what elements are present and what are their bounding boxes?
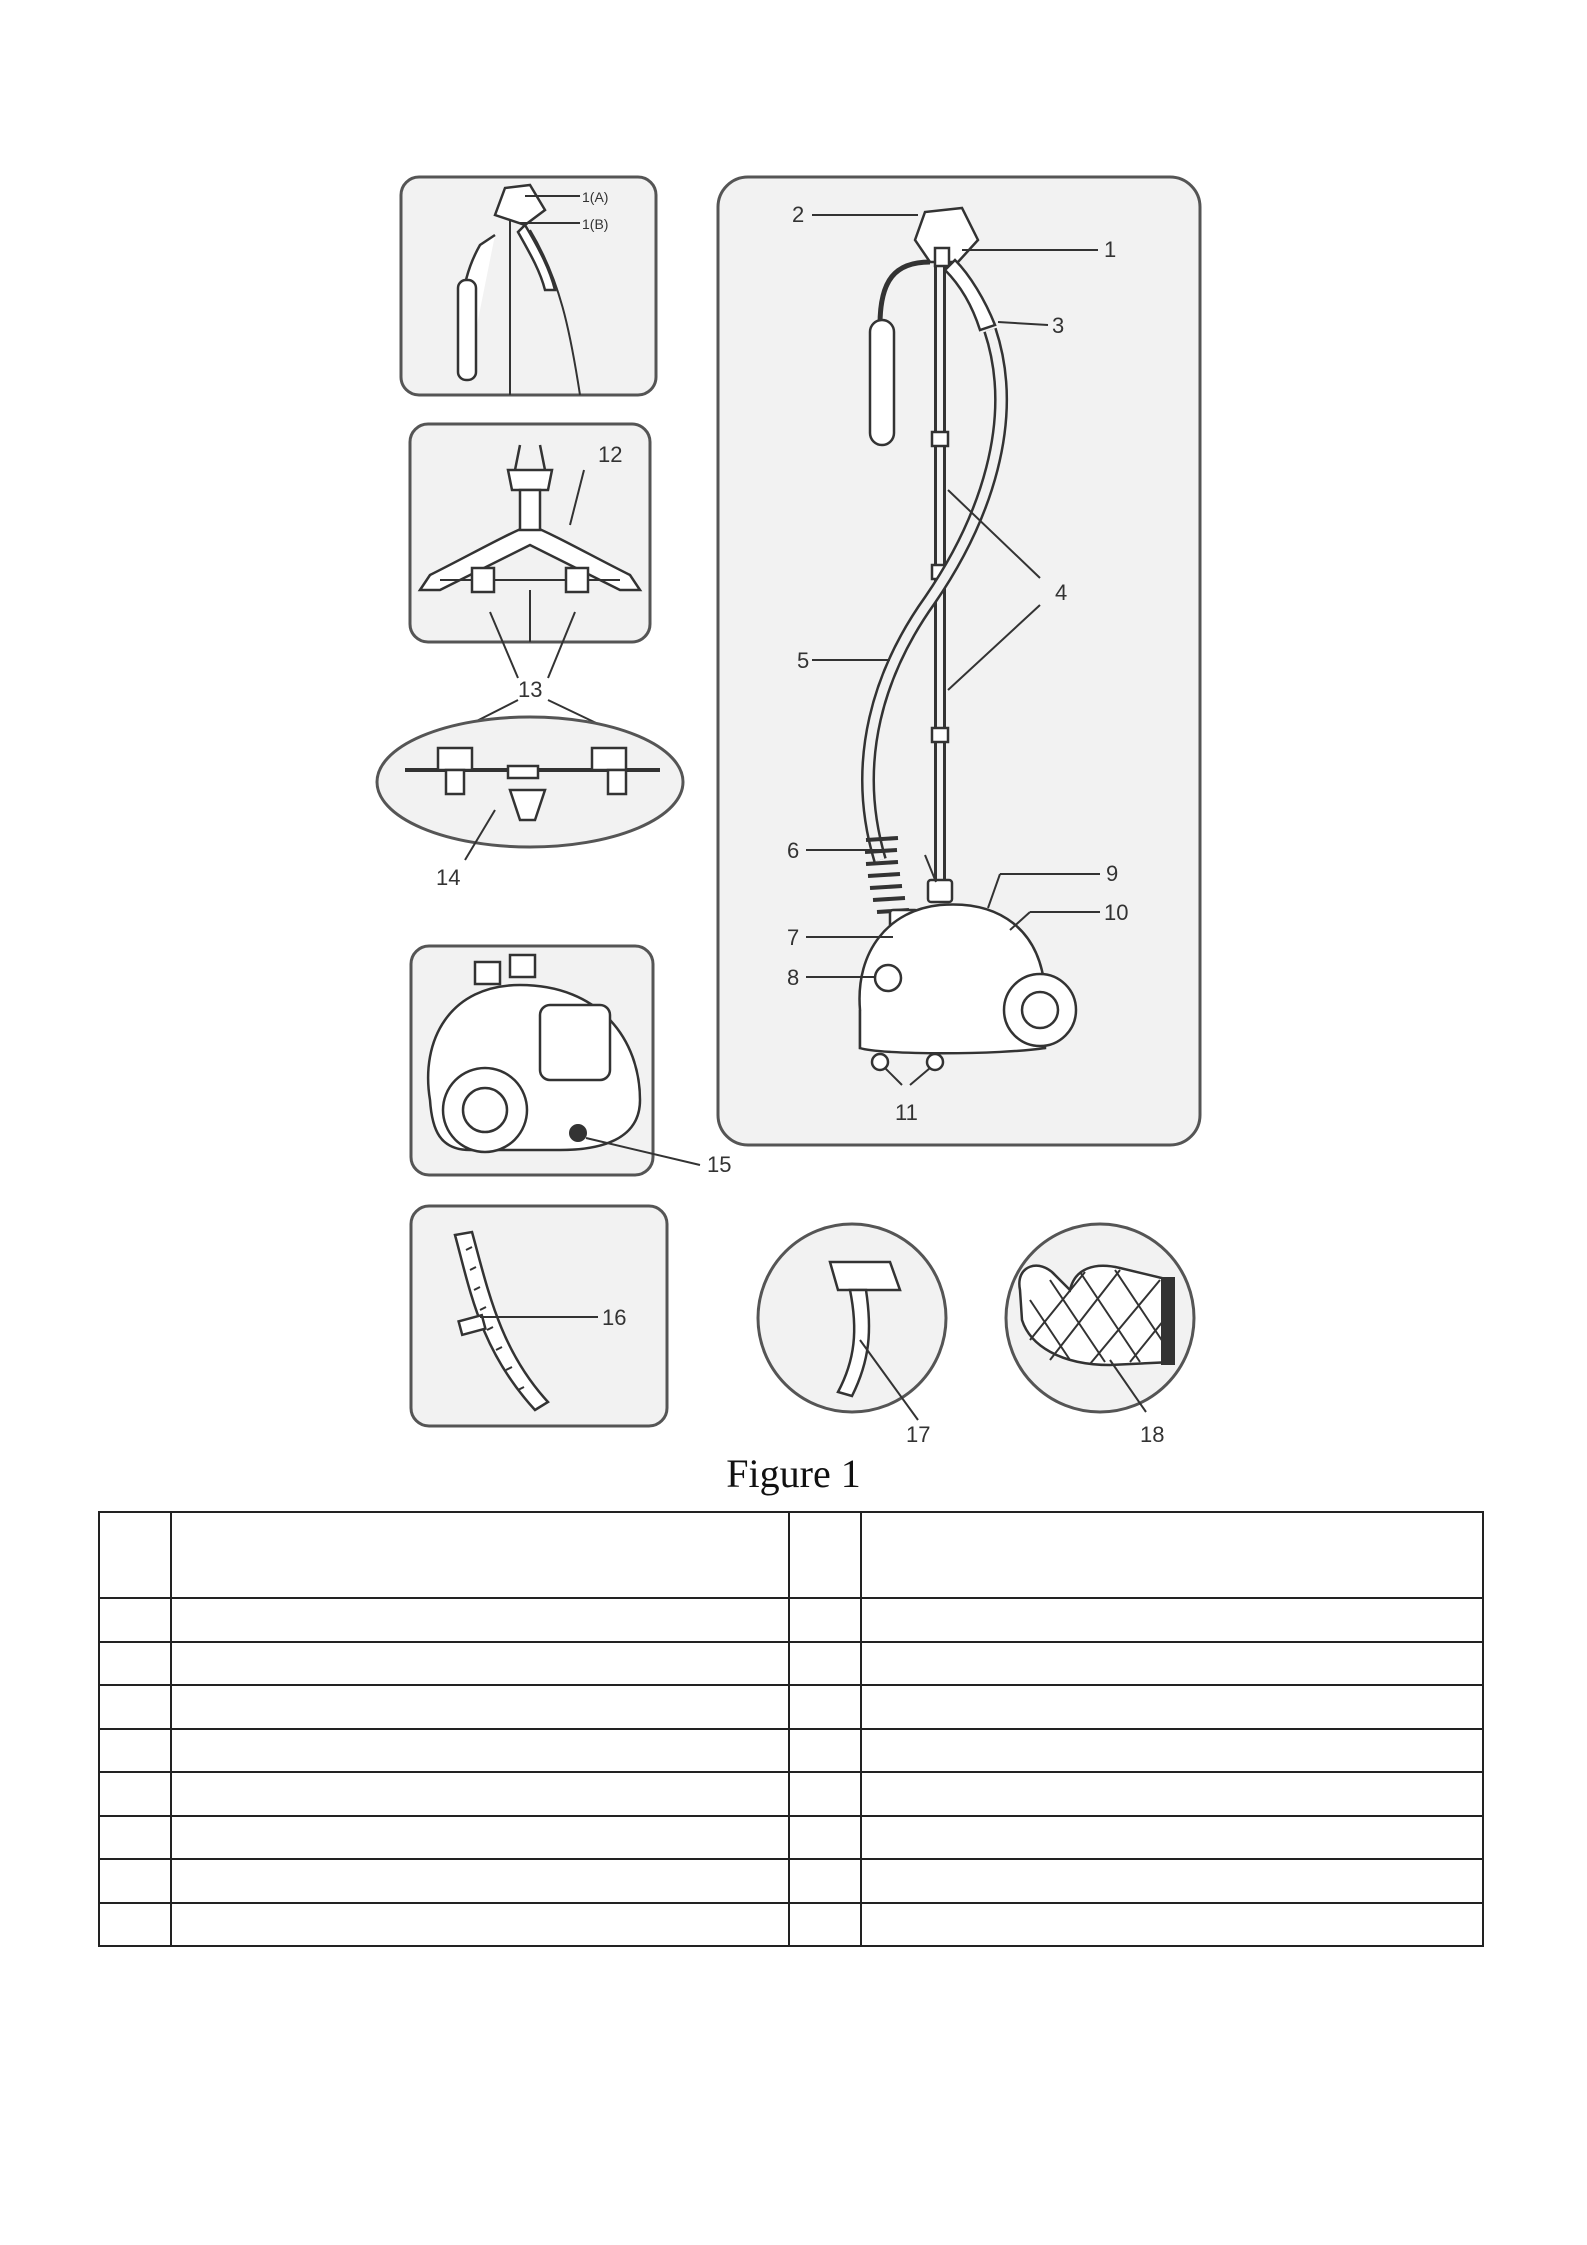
table-cell (171, 1685, 789, 1729)
panel-base-rear (411, 946, 731, 1177)
label-2: 2 (792, 202, 805, 227)
label-14: 14 (436, 865, 461, 890)
table-cell (99, 1772, 171, 1816)
table-cell (171, 1512, 789, 1598)
table-cell (99, 1729, 171, 1773)
table-cell (99, 1512, 171, 1598)
table-cell (99, 1598, 171, 1642)
table-cell (861, 1903, 1483, 1947)
label-11: 11 (895, 1100, 918, 1125)
table-cell (789, 1512, 861, 1598)
table-cell (789, 1642, 861, 1686)
table-cell (99, 1859, 171, 1903)
table-cell (789, 1598, 861, 1642)
table-cell (861, 1685, 1483, 1729)
label-1: 1 (1104, 237, 1117, 262)
label-9: 9 (1106, 861, 1119, 886)
power-switch-icon (875, 965, 901, 991)
table-cell (789, 1772, 861, 1816)
table-cell (861, 1816, 1483, 1860)
table-cell (861, 1642, 1483, 1686)
label-1b: 1(B) (582, 216, 609, 232)
table-cell (171, 1859, 789, 1903)
holder-grip-icon (870, 320, 894, 445)
drain-plug-icon (570, 1125, 586, 1141)
label-18: 18 (1140, 1422, 1165, 1447)
label-10: 10 (1104, 900, 1129, 925)
label-7: 7 (787, 925, 800, 950)
table-row (99, 1685, 1483, 1729)
table-cell (99, 1903, 171, 1947)
panel-main-steamer (718, 177, 1200, 1145)
label-13: 13 (518, 677, 543, 702)
figure-caption: Figure 1 (726, 1451, 861, 1496)
pole-joint-icon (932, 432, 948, 446)
table-cell (171, 1903, 789, 1947)
label-1a: 1(A) (582, 189, 609, 205)
label-12: 12 (598, 442, 623, 467)
table-row (99, 1859, 1483, 1903)
table-cell (789, 1903, 861, 1947)
parts-table (98, 1511, 1484, 1947)
label-8: 8 (787, 965, 800, 990)
table-cell (861, 1729, 1483, 1773)
creaser-board-icon (830, 1262, 900, 1290)
table-row (99, 1903, 1483, 1947)
table-cell (861, 1512, 1483, 1598)
label-3: 3 (1052, 313, 1065, 338)
table-cell (789, 1685, 861, 1729)
table-cell (171, 1598, 789, 1642)
table-cell (99, 1816, 171, 1860)
panel-creaser (758, 1224, 946, 1447)
panel-brush (411, 1206, 667, 1426)
table-cell (861, 1772, 1483, 1816)
label-15: 15 (707, 1152, 732, 1177)
table-row (99, 1642, 1483, 1686)
table-row (99, 1816, 1483, 1860)
label-17: 17 (906, 1422, 931, 1447)
panel-steam-head-detail (401, 177, 656, 395)
table-cell (789, 1729, 861, 1773)
table-cell (171, 1642, 789, 1686)
table-cell (99, 1685, 171, 1729)
table-cell (99, 1642, 171, 1686)
label-5: 5 (797, 648, 810, 673)
table-cell (861, 1859, 1483, 1903)
label-4: 4 (1055, 580, 1068, 605)
table-cell (171, 1729, 789, 1773)
panel-hanger (410, 424, 650, 642)
pole-mount-icon (928, 880, 952, 902)
table-row (99, 1729, 1483, 1773)
handle-grip-icon (458, 280, 476, 380)
panel-glove (1006, 1224, 1194, 1447)
label-6: 6 (787, 838, 800, 863)
table-cell (789, 1859, 861, 1903)
panel-clips (377, 717, 683, 890)
table-cell (171, 1772, 789, 1816)
parts-table-body (99, 1512, 1483, 1946)
table-row (99, 1772, 1483, 1816)
table-cell (171, 1816, 789, 1860)
label-16: 16 (602, 1305, 627, 1330)
table-row (99, 1512, 1483, 1598)
table-cell (861, 1598, 1483, 1642)
table-cell (789, 1816, 861, 1860)
table-row (99, 1598, 1483, 1642)
